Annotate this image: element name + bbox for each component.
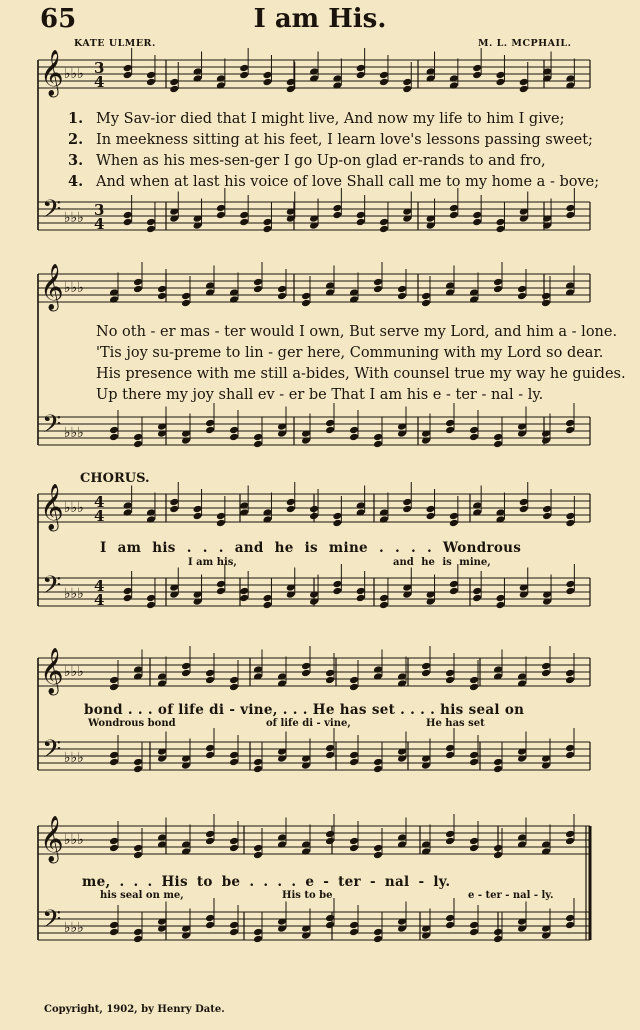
chorus-bass-lyric-2a: Wondrous bond	[88, 718, 176, 729]
treble-note	[262, 71, 272, 80]
verse-cont-2: 'Tis joy su-preme to lin - ger here, Communing with my Lord so dear.	[96, 345, 604, 361]
treble-note	[565, 669, 575, 678]
treble-note	[169, 78, 179, 87]
flat-icon: ♭♭♭	[64, 500, 84, 516]
bass-note	[349, 758, 359, 767]
chorus-label: CHORUS.	[80, 471, 150, 486]
chorus-bass-lyric-1b: and he is mine,	[393, 557, 491, 568]
bass-note	[565, 914, 575, 923]
bass-note	[565, 204, 575, 213]
bass-note	[205, 914, 215, 923]
treble-note	[542, 512, 552, 521]
bass-note	[469, 758, 479, 767]
treble-note	[169, 505, 179, 514]
bass-note	[379, 218, 389, 227]
copyright-notice: Copyright, 1902, by Henry Date.	[44, 1004, 225, 1015]
bass-note	[133, 928, 143, 937]
bass-note	[109, 758, 119, 767]
bass-note	[469, 921, 479, 930]
flat-icon: ♭♭♭	[64, 750, 84, 766]
treble-note	[402, 505, 412, 514]
treble-note	[216, 512, 226, 521]
treble-note	[542, 505, 552, 514]
verse-line-4: 4. And when at last his voice of love Shall call me to my home a - bove;	[68, 173, 600, 190]
treble-note	[239, 71, 249, 80]
treble-note	[519, 78, 529, 87]
bass-note	[146, 225, 156, 234]
bass-note	[445, 921, 455, 930]
bass-note	[133, 440, 143, 449]
treble-note	[472, 64, 482, 73]
verse-line-2: 2. In meekness sitting at his feet, I learn love's lessons passing sweet;	[68, 131, 593, 148]
bass-clef-icon: 𝄢	[42, 571, 62, 606]
treble-note	[146, 71, 156, 80]
treble-note	[495, 78, 505, 87]
treble-clef-icon: 𝄞	[40, 50, 64, 96]
treble-note	[402, 78, 412, 87]
treble-note	[565, 519, 575, 528]
treble-note	[301, 662, 311, 671]
treble-note	[181, 669, 191, 678]
treble-note	[541, 662, 551, 671]
bass-note	[565, 580, 575, 589]
bass-note	[262, 594, 272, 603]
bass-note	[493, 440, 503, 449]
treble-note	[349, 683, 359, 692]
treble-note	[205, 837, 215, 846]
composer-credit: M. L. MCPHAIL.	[478, 38, 572, 49]
time-signature: 4	[94, 591, 105, 609]
treble-note	[109, 683, 119, 692]
bass-note	[205, 751, 215, 760]
bass-note	[123, 211, 133, 220]
treble-note	[379, 78, 389, 87]
treble-note	[373, 851, 383, 860]
bass-note	[469, 426, 479, 435]
time-signature: 3	[94, 59, 105, 77]
bass-note	[253, 928, 263, 937]
treble-note	[205, 830, 215, 839]
bass-note	[205, 921, 215, 930]
bass-note	[445, 744, 455, 753]
bass-note	[495, 218, 505, 227]
bass-note	[229, 928, 239, 937]
treble-note	[397, 292, 407, 301]
bass-note	[495, 225, 505, 234]
chorus-bass-lyric-2b: of life di - vine,	[266, 718, 351, 729]
bass-note	[469, 433, 479, 442]
bass-note	[469, 928, 479, 937]
flat-icon: ♭♭♭	[64, 920, 84, 936]
bass-note	[449, 204, 459, 213]
bass-note	[373, 765, 383, 774]
time-signature: 4	[94, 73, 105, 91]
treble-note	[565, 676, 575, 685]
treble-note	[356, 64, 366, 73]
time-signature: 3	[94, 201, 105, 219]
bass-note	[379, 601, 389, 610]
treble-note	[565, 512, 575, 521]
bass-note	[349, 426, 359, 435]
time-signature: 4	[94, 507, 105, 525]
bass-note	[445, 751, 455, 760]
treble-note	[445, 830, 455, 839]
treble-note	[426, 505, 436, 514]
bass-note	[216, 587, 226, 596]
treble-note	[472, 71, 482, 80]
bass-note	[133, 433, 143, 442]
treble-note	[181, 662, 191, 671]
treble-note	[277, 292, 287, 301]
treble-note	[469, 676, 479, 685]
treble-note	[253, 851, 263, 860]
bass-note	[262, 225, 272, 234]
bass-note	[565, 921, 575, 930]
chorus-bass-lyric-3c: e - ter - nal - ly.	[468, 890, 554, 901]
verse-line-3: 3. When as his mes-sen-ger I go Up-on glad er-rands to and fro,	[68, 152, 546, 169]
treble-note	[469, 683, 479, 692]
treble-note	[445, 837, 455, 846]
treble-note	[193, 505, 203, 514]
treble-note	[169, 85, 179, 94]
bass-note	[216, 211, 226, 220]
bass-note	[325, 426, 335, 435]
treble-note	[133, 851, 143, 860]
bass-note	[109, 928, 119, 937]
treble-note	[517, 292, 527, 301]
treble-note	[402, 85, 412, 94]
bass-note	[449, 580, 459, 589]
treble-note	[373, 285, 383, 294]
bass-note	[133, 765, 143, 774]
treble-note	[205, 676, 215, 685]
bass-note	[565, 426, 575, 435]
bass-note	[123, 594, 133, 603]
bass-note	[449, 587, 459, 596]
bass-note	[495, 594, 505, 603]
bass-note	[356, 218, 366, 227]
bass-note	[373, 935, 383, 944]
bass-note	[239, 587, 249, 596]
bass-note	[239, 218, 249, 227]
bass-clef-icon: 𝄢	[42, 905, 62, 940]
treble-note	[109, 676, 119, 685]
bass-note	[379, 225, 389, 234]
bass-note	[493, 758, 503, 767]
bass-note	[253, 440, 263, 449]
treble-note	[123, 71, 133, 80]
bass-note	[565, 587, 575, 596]
treble-note	[239, 64, 249, 73]
flat-icon: ♭♭♭	[64, 664, 84, 680]
treble-note	[493, 851, 503, 860]
bass-note	[373, 433, 383, 442]
bass-note	[229, 758, 239, 767]
bass-note	[216, 580, 226, 589]
bass-note	[445, 426, 455, 435]
bass-note	[349, 751, 359, 760]
treble-note	[565, 837, 575, 846]
treble-note	[332, 512, 342, 521]
treble-note	[286, 505, 296, 514]
treble-clef-icon: 𝄞	[40, 484, 64, 530]
treble-note	[379, 71, 389, 80]
bass-note	[205, 744, 215, 753]
bass-note	[325, 914, 335, 923]
bass-note	[495, 601, 505, 610]
bass-note	[445, 419, 455, 428]
bass-note	[356, 594, 366, 603]
bass-note	[133, 758, 143, 767]
bass-note	[253, 935, 263, 944]
treble-note	[445, 669, 455, 678]
treble-note	[133, 278, 143, 287]
bass-note	[493, 935, 503, 944]
flat-icon: ♭♭♭	[64, 210, 84, 226]
treble-note	[397, 285, 407, 294]
bass-note	[109, 751, 119, 760]
treble-note	[349, 676, 359, 685]
verse-cont-4: Up there my joy shall ev - er be That I am his e - ter - nal - ly.	[96, 387, 544, 403]
treble-note	[332, 519, 342, 528]
chorus-treble-lyric-1: I am his . . . and he is mine . . . . Wondrous	[100, 540, 522, 556]
bass-note	[472, 211, 482, 220]
bass-note	[146, 594, 156, 603]
flat-icon: ♭♭♭	[64, 586, 84, 602]
bass-note	[229, 921, 239, 930]
bass-note	[373, 758, 383, 767]
treble-note	[216, 519, 226, 528]
treble-note	[286, 498, 296, 507]
bass-note	[109, 426, 119, 435]
lyricist-credit: KATE ULMER.	[74, 38, 156, 49]
treble-note	[541, 299, 551, 308]
bass-note	[332, 204, 342, 213]
bass-note	[445, 914, 455, 923]
treble-note	[109, 837, 119, 846]
treble-note	[421, 292, 431, 301]
treble-note	[449, 512, 459, 521]
bass-note	[332, 211, 342, 220]
treble-note	[541, 292, 551, 301]
treble-note	[193, 512, 203, 521]
bass-note	[205, 426, 215, 435]
treble-note	[277, 285, 287, 294]
treble-note	[541, 669, 551, 678]
bass-note	[205, 419, 215, 428]
bass-note	[109, 921, 119, 930]
treble-note	[205, 669, 215, 678]
treble-note	[146, 78, 156, 87]
bass-note	[349, 928, 359, 937]
flat-icon: ♭♭♭	[64, 425, 84, 441]
bass-clef-icon: 𝄢	[42, 735, 62, 770]
treble-note	[301, 669, 311, 678]
bass-note	[146, 218, 156, 227]
chorus-bass-lyric-2c: He has set	[426, 718, 485, 729]
flat-icon: ♭♭♭	[64, 66, 84, 82]
bass-clef-icon: 𝄢	[42, 410, 62, 445]
treble-note	[253, 278, 263, 287]
bass-note	[349, 433, 359, 442]
bass-note	[253, 433, 263, 442]
bass-note	[229, 751, 239, 760]
bass-note	[332, 580, 342, 589]
treble-note	[325, 676, 335, 685]
bass-note	[493, 928, 503, 937]
treble-note	[229, 683, 239, 692]
time-signature: 4	[94, 493, 105, 511]
bass-note	[325, 921, 335, 930]
treble-note	[495, 71, 505, 80]
treble-note	[181, 299, 191, 308]
bass-note	[262, 218, 272, 227]
treble-note	[309, 505, 319, 514]
chorus-treble-lyric-3: me, . . . His to be . . . . e - ter - nal - ly.	[82, 874, 451, 890]
treble-note	[181, 292, 191, 301]
flat-icon: ♭♭♭	[64, 280, 84, 296]
treble-note	[373, 278, 383, 287]
chorus-treble-lyric-2: bond . . . of life di - vine, . . . He has set . . . . his seal on	[84, 702, 525, 718]
bass-note	[493, 433, 503, 442]
treble-note	[229, 676, 239, 685]
treble-note	[309, 512, 319, 521]
treble-note	[373, 844, 383, 853]
verse-cont-3: His presence with me still a-bides, With counsel true my way he guides.	[96, 366, 626, 382]
bass-note	[332, 587, 342, 596]
bass-note	[565, 744, 575, 753]
bass-note	[565, 751, 575, 760]
chorus-bass-lyric-3b: His to be	[282, 890, 333, 901]
bass-note	[349, 921, 359, 930]
treble-note	[349, 837, 359, 846]
treble-note	[449, 519, 459, 528]
bass-note	[239, 211, 249, 220]
bass-clef-icon: 𝄢	[42, 195, 62, 230]
bass-note	[253, 758, 263, 767]
treble-note	[565, 830, 575, 839]
treble-note	[519, 505, 529, 514]
verse-cont-1: No oth - er mas - ter would I own, But serve my Lord, and him a - lone.	[96, 324, 618, 340]
treble-note	[402, 498, 412, 507]
treble-note	[493, 278, 503, 287]
bass-note	[449, 211, 459, 220]
bass-note	[469, 751, 479, 760]
bass-note	[133, 935, 143, 944]
bass-note	[565, 419, 575, 428]
bass-note	[109, 433, 119, 442]
bass-note	[325, 419, 335, 428]
bass-note	[379, 594, 389, 603]
chorus-bass-lyric-3a: his seal on me,	[100, 890, 184, 901]
treble-note	[133, 285, 143, 294]
bass-note	[123, 218, 133, 227]
treble-note	[262, 78, 272, 87]
hymn-title: I am His.	[253, 4, 387, 34]
bass-note	[472, 218, 482, 227]
treble-note	[445, 676, 455, 685]
bass-note	[356, 211, 366, 220]
treble-note	[169, 498, 179, 507]
treble-note	[421, 669, 431, 678]
treble-clef-icon: 𝄞	[40, 648, 64, 694]
verse-line-1: 1. My Sav-ior died that I might live, And now my life to him I give;	[68, 110, 565, 127]
time-signature: 4	[94, 577, 105, 595]
treble-note	[493, 285, 503, 294]
bass-note	[253, 765, 263, 774]
bass-note	[565, 211, 575, 220]
time-signature: 4	[94, 215, 105, 233]
treble-note	[493, 844, 503, 853]
treble-note	[109, 844, 119, 853]
treble-note	[229, 837, 239, 846]
bass-note	[216, 204, 226, 213]
flat-icon: ♭♭♭	[64, 832, 84, 848]
treble-note	[469, 844, 479, 853]
chorus-bass-lyric-1a: I am his,	[188, 557, 237, 568]
treble-note	[301, 292, 311, 301]
treble-clef-icon: 𝄞	[40, 816, 64, 862]
bass-note	[239, 594, 249, 603]
bass-note	[373, 440, 383, 449]
treble-note	[123, 64, 133, 73]
treble-note	[421, 662, 431, 671]
treble-note	[253, 844, 263, 853]
bass-note	[123, 587, 133, 596]
bass-note	[262, 601, 272, 610]
bass-note	[493, 765, 503, 774]
bass-note	[229, 426, 239, 435]
bass-note	[229, 433, 239, 442]
treble-note	[133, 844, 143, 853]
bass-note	[356, 587, 366, 596]
treble-note	[421, 299, 431, 308]
treble-note	[301, 299, 311, 308]
bass-note	[146, 601, 156, 610]
bass-note	[373, 928, 383, 937]
treble-note	[325, 837, 335, 846]
bass-note	[325, 751, 335, 760]
treble-clef-icon: 𝄞	[40, 264, 64, 310]
treble-note	[253, 285, 263, 294]
treble-note	[229, 844, 239, 853]
hymn-number: 65	[40, 4, 77, 34]
treble-note	[349, 844, 359, 853]
treble-note	[519, 85, 529, 94]
treble-note	[517, 285, 527, 294]
treble-note	[356, 71, 366, 80]
bass-note	[472, 587, 482, 596]
treble-note	[325, 669, 335, 678]
treble-note	[469, 837, 479, 846]
treble-note	[426, 512, 436, 521]
bass-note	[472, 594, 482, 603]
treble-note	[325, 830, 335, 839]
bass-note	[325, 744, 335, 753]
treble-note	[519, 498, 529, 507]
